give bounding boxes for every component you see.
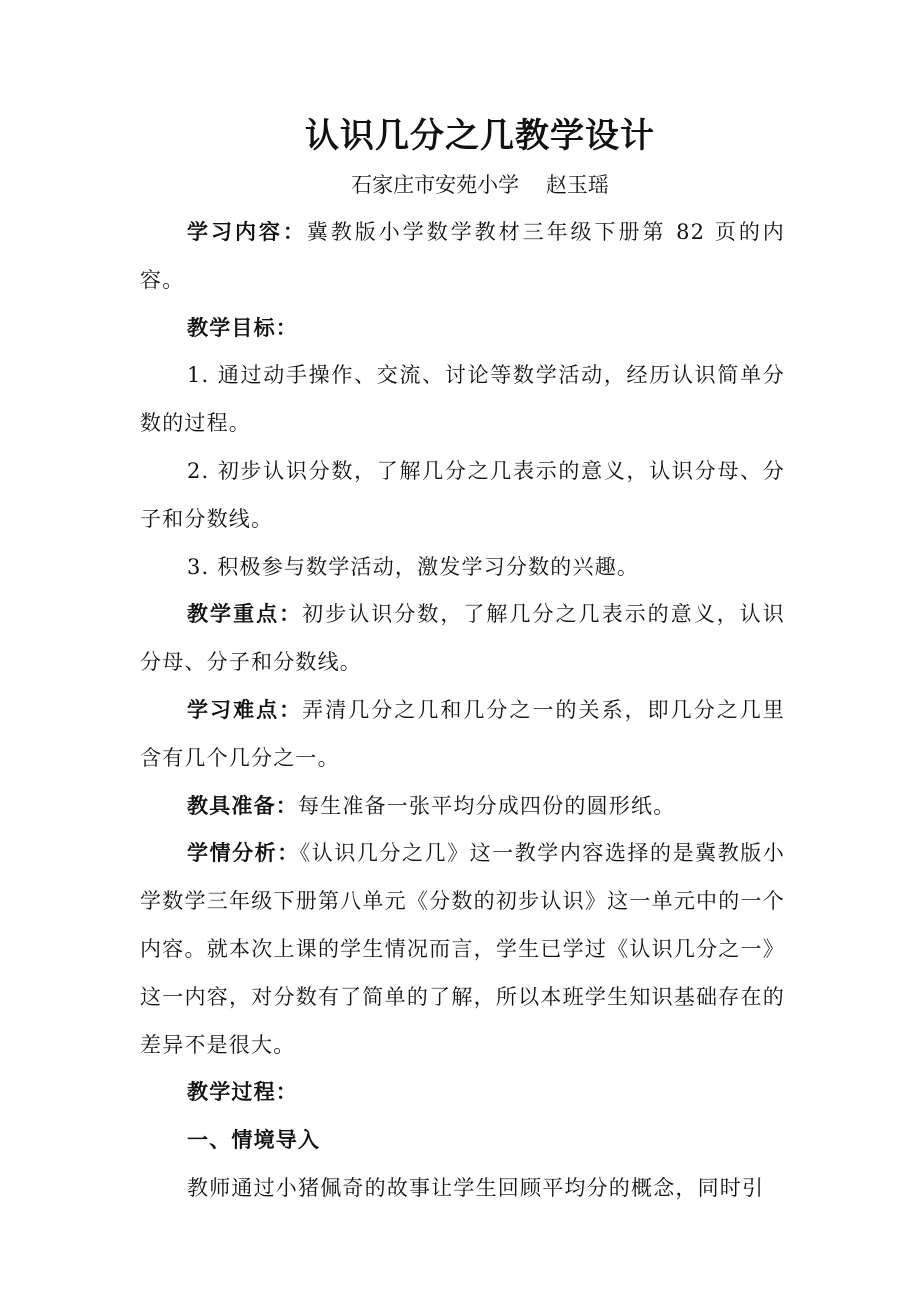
document-title: 认识几分之几教学设计 — [305, 116, 655, 156]
teaching-process-label: 教学过程： — [187, 1080, 298, 1105]
learning-content-paragraph — [140, 209, 785, 305]
analysis-text: 《认识几分之几》这一教学内容选择的是冀教版小学数学三年级下册第八单元《分数的初步认识》这一单元中的一个内容。就本次上课的学生情况而言，学生已学过《认识几分之一》这一内容，对分数有了简单的了解，所以本班学生知识基础存在的差异不是很大。 — [140, 841, 785, 1057]
learning-content-text: 冀教版小学数学教材三年级下册第 82 页的内容。 — [140, 220, 785, 292]
analysis-paragraph — [140, 830, 785, 1069]
teaching-process-heading — [140, 1069, 785, 1117]
tools-text: 每生准备一张平均分成四份的圆形纸。 — [298, 793, 676, 818]
author-line: 石家庄市安苑小学 赵玉瑶 — [351, 173, 609, 197]
key-point-text: 初步认识分数，了解几分之几表示的意义，认识分母、分子和分数线。 — [140, 602, 786, 675]
step1-paragraph: 教师通过小猪佩奇的故事让学生回顾平均分的概念，同时引 — [187, 1175, 765, 1200]
analysis-label: 学情分析： — [187, 841, 300, 866]
learning-content-label: 学习内容： — [187, 220, 307, 244]
difficulty-text: 弄清几分之几和几分之一的关系，即几分之几里含有几个几分之一。 — [140, 697, 786, 770]
teaching-goals-heading — [140, 305, 785, 353]
difficulty-label: 学习难点： — [187, 697, 303, 722]
tools-label: 教具准备： — [187, 793, 298, 818]
step1-heading — [140, 1117, 785, 1165]
teaching-goals-label: 教学目标： — [187, 315, 298, 340]
goal-item: 1. 通过动手操作、交流、讨论等数学活动，经历认识简单分数的过程。 — [140, 363, 785, 436]
document-body — [140, 209, 785, 1213]
goal-item: 2. 初步认识分数，了解几分之几表示的意义，认识分母、分子和分数线。 — [140, 458, 785, 531]
step1-label: 一、情境导入 — [187, 1128, 321, 1153]
key-point-paragraph — [140, 591, 785, 687]
tools-paragraph — [140, 783, 785, 831]
key-point-label: 教学重点： — [187, 602, 303, 627]
difficulty-paragraph — [140, 687, 785, 783]
goal-item: 3. 积极参与数学活动，激发学习分数的兴趣。 — [187, 554, 640, 579]
